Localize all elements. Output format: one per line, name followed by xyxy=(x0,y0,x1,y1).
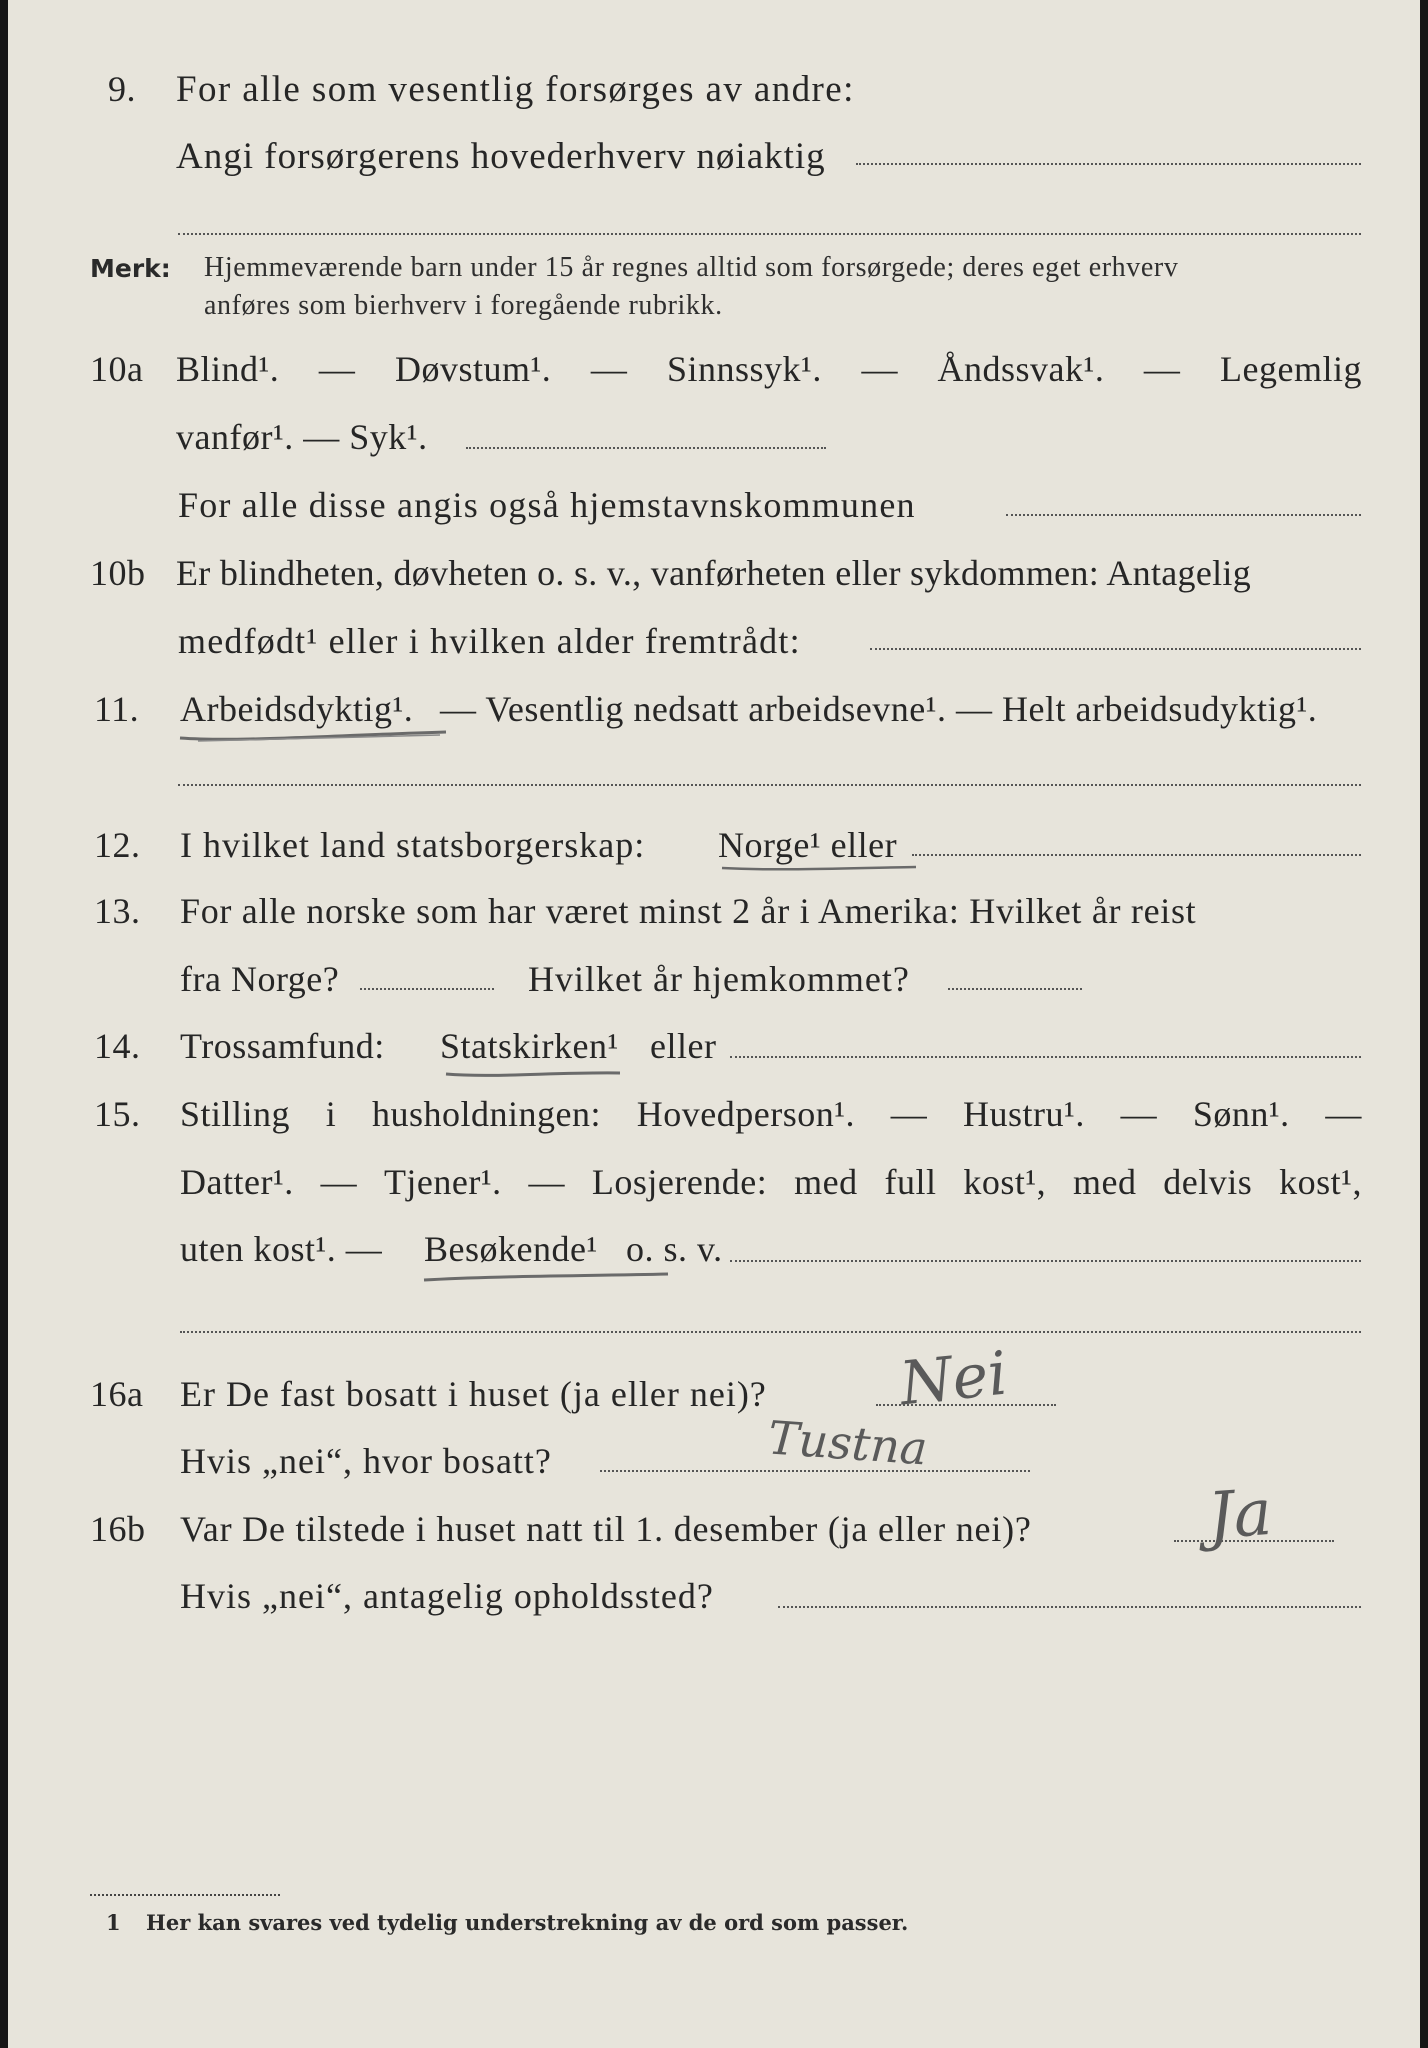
q15-line1-word-3: Hovedperson¹. xyxy=(636,1094,856,1134)
q10a-hometown-line[interactable] xyxy=(1006,514,1361,516)
q15-line2-word-8: med xyxy=(1072,1162,1137,1202)
q15-line2-word-4: Losjerende: xyxy=(591,1162,768,1202)
q12-text: I hvilket land statsborgerskap: xyxy=(180,825,646,865)
q13-line2b: Hvilket år hjemkommet? xyxy=(528,959,910,999)
footnote-mark: 1 xyxy=(106,1910,121,1935)
q15-line1-word-7: Sønn¹. xyxy=(1192,1094,1290,1134)
q12-pencil-underline xyxy=(720,862,920,876)
q15-line1-word-8: — xyxy=(1325,1094,1362,1134)
q15-line2-word-10: kost¹, xyxy=(1279,1162,1362,1202)
q11-number: 11. xyxy=(94,689,140,729)
q12-option-selected[interactable]: Norge¹ eller xyxy=(718,825,898,865)
q16a-line1: Er De fast bosatt i huset (ja eller nei)? xyxy=(180,1374,767,1414)
q15-line1-word-6: — xyxy=(1120,1094,1158,1134)
q10a-word-3: — xyxy=(590,349,628,389)
footnote-text: Her kan svares ved tydelig understrekning av de ord som passer. xyxy=(146,1910,909,1935)
q10a-number: 10a xyxy=(90,349,144,389)
q9-line2: Angi forsørgerens hovederhverv nøiaktig xyxy=(176,136,826,177)
q11-pencil-underline xyxy=(178,728,448,748)
q15-line1-word-0: Stilling xyxy=(180,1094,291,1134)
q13-line1: For alle norske som har været minst 2 år i Amerika: Hvilket år reist xyxy=(180,891,1197,931)
q16b-handwritten-answer: Ja xyxy=(1205,1475,1275,1555)
q11-option-selected[interactable]: Arbeidsdyktig¹. xyxy=(180,689,414,729)
q14-tail: eller xyxy=(650,1026,717,1066)
q9-number: 9. xyxy=(108,69,136,109)
q9-answer-line[interactable] xyxy=(856,163,1361,165)
q16b-number: 16b xyxy=(90,1509,146,1549)
q10b-line2: medfødt¹ eller i hvilken alder fremtrådt: xyxy=(178,621,801,661)
q15-line1 xyxy=(180,1093,1362,1135)
q11-answer-line[interactable] xyxy=(178,784,1361,786)
q15-answer-line[interactable] xyxy=(730,1260,1361,1262)
q10a-word-0: Blind¹. xyxy=(176,349,280,389)
q15-line2 xyxy=(180,1161,1362,1203)
q15-line2-word-3: — xyxy=(528,1162,566,1202)
q10a-word-6: Åndssvak¹. xyxy=(937,349,1105,389)
q13-left-year-line[interactable] xyxy=(360,988,494,990)
census-form-page xyxy=(8,0,1420,2048)
q13-return-year-line[interactable] xyxy=(948,988,1082,990)
merk-line2: anføres som bierhverv i foregående rubrikk. xyxy=(204,290,723,321)
q9-answer-line-2[interactable] xyxy=(178,233,1361,235)
q14-number: 14. xyxy=(94,1026,141,1066)
q10a-line1 xyxy=(176,348,1362,390)
q10a-word-7: — xyxy=(1143,349,1181,389)
q15-line3c: o. s. v. xyxy=(626,1229,723,1269)
footnote-rule xyxy=(90,1894,280,1896)
q16b-line2: Hvis „nei“, antagelig opholdssted? xyxy=(180,1576,714,1616)
q16b-whereabouts-line[interactable] xyxy=(778,1606,1361,1608)
q10b-number: 10b xyxy=(90,553,146,593)
q13-number: 13. xyxy=(94,891,141,931)
q15-line2-word-1: — xyxy=(320,1162,358,1202)
q14-answer-line[interactable] xyxy=(730,1056,1361,1058)
q10a-word-4: Sinnssyk¹. xyxy=(667,349,822,389)
footnote xyxy=(106,1910,909,1935)
q10a-word-8: Legemlig xyxy=(1220,349,1362,389)
q13-line2a: fra Norge? xyxy=(180,959,340,999)
q12-number: 12. xyxy=(94,825,141,865)
q15-line1-word-5: Hustru¹. xyxy=(963,1094,1085,1134)
q15-line2-word-6: full xyxy=(884,1162,937,1202)
q15-line1-word-4: — xyxy=(890,1094,928,1134)
q10b-line1: Er blindheten, døvheten o. s. v., vanførheten eller sykdommen: Antagelig xyxy=(176,553,1252,593)
q15-line3a: uten kost¹. — xyxy=(180,1229,383,1269)
q10a-answer-line[interactable] xyxy=(466,447,826,449)
q15-line2-word-5: med xyxy=(794,1162,858,1202)
q9-line1: For alle som vesentlig forsørges av andre: xyxy=(176,69,855,110)
q15-line1-word-2: husholdningen: xyxy=(372,1094,602,1134)
q16a-number: 16a xyxy=(90,1374,144,1414)
q16a-handwritten-residence: Tustna xyxy=(766,1410,930,1476)
q14-pencil-underline xyxy=(444,1066,624,1082)
q15-line2-word-2: Tjener¹. xyxy=(383,1162,502,1202)
q16a-handwritten-answer: Nei xyxy=(896,1338,1011,1420)
q15-answer-line-2[interactable] xyxy=(180,1331,1361,1333)
q15-line2-word-9: delvis xyxy=(1163,1162,1253,1202)
q15-pencil-underline xyxy=(422,1270,672,1286)
q12-answer-line[interactable] xyxy=(912,854,1361,856)
q11-rest: — Vesentlig nedsatt arbeidsevne¹. — Helt arbeidsudyktig¹. xyxy=(440,689,1318,729)
q16a-line2: Hvis „nei“, hvor bosatt? xyxy=(180,1441,552,1481)
q10a-word-1: — xyxy=(318,349,356,389)
q16a-residence-line[interactable] xyxy=(600,1470,1030,1472)
merk-label: Merk: xyxy=(90,254,171,283)
q15-option-selected[interactable]: Besøkende¹ xyxy=(424,1229,598,1269)
q10a-word-5: — xyxy=(861,349,898,389)
q14-text: Trossamfund: xyxy=(180,1026,385,1066)
q15-line2-word-0: Datter¹. xyxy=(180,1162,294,1202)
merk-line1: Hjemmeværende barn under 15 år regnes alltid som forsørgede; deres eget erhverv xyxy=(204,252,1179,283)
q10b-answer-line[interactable] xyxy=(870,648,1361,650)
q10a-word-2: Døvstum¹. xyxy=(395,349,552,389)
q10a-line2: vanfør¹. — Syk¹. xyxy=(176,417,428,457)
q16b-line1: Var De tilstede i huset natt til 1. desember (ja eller nei)? xyxy=(180,1509,1032,1549)
q15-number: 15. xyxy=(94,1094,141,1134)
q15-line1-word-1: i xyxy=(325,1094,337,1134)
q10a-line3: For alle disse angis også hjemstavnskommunen xyxy=(178,485,916,525)
q15-line2-word-7: kost¹, xyxy=(963,1162,1047,1202)
q14-option-selected[interactable]: Statskirken¹ xyxy=(440,1026,619,1066)
